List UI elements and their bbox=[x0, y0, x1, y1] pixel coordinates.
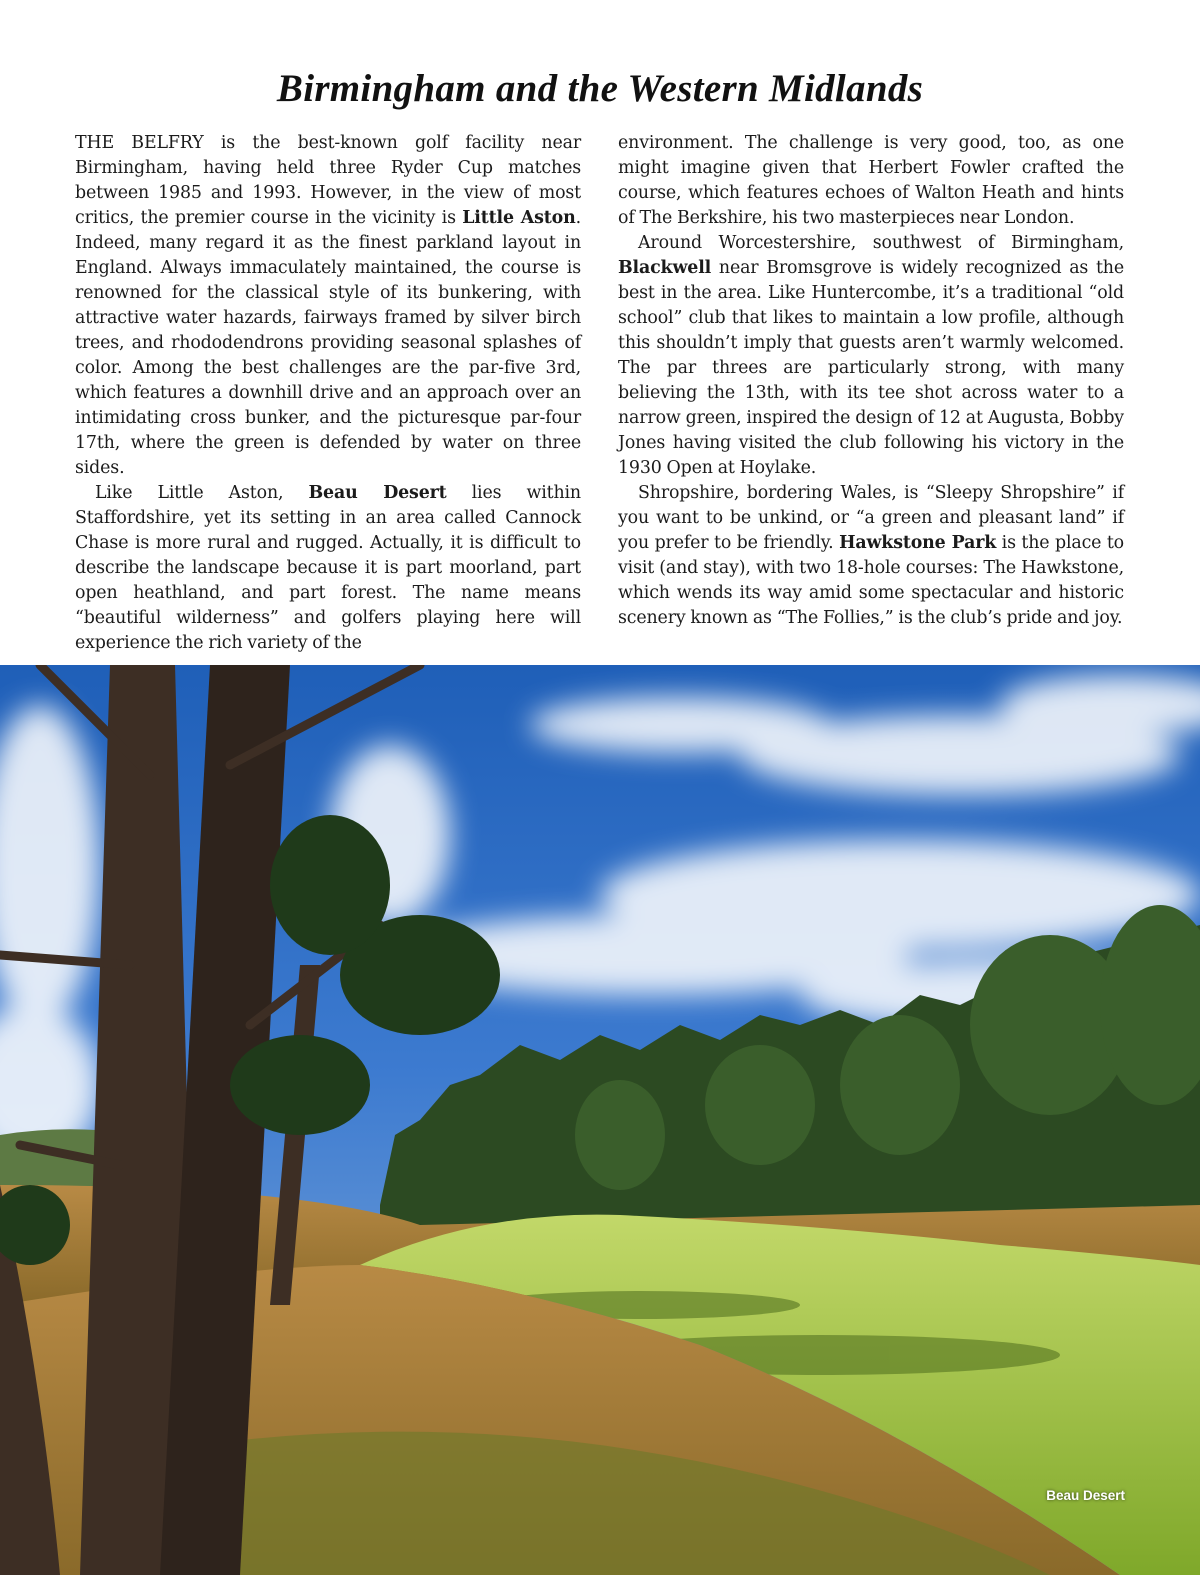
paragraph-hawkstone bbox=[618, 481, 1124, 631]
right-column bbox=[618, 131, 1124, 631]
paragraph-text: Like Little Aston, bbox=[95, 483, 309, 503]
article-body bbox=[75, 131, 1125, 653]
course-photo bbox=[0, 665, 1200, 1575]
paragraph-text: THE BELFRY is the best-known golf facility near Birmingham, having held three Ryder Cup matches between 1985 and 1993. However, in the view of most critics, the premier course in the vicinity is bbox=[75, 133, 581, 228]
left-column bbox=[75, 131, 581, 656]
paragraph-blackwell bbox=[618, 231, 1124, 481]
course-name-blackwell: Blackwell bbox=[618, 258, 712, 278]
paragraph-beau-desert bbox=[75, 481, 581, 656]
paragraph-text: is the place to visit (and stay), with two 18-hole courses: The Hawkstone, which wends its way amid some spectacular and historic scenery known as “The Follies,” is the club’s pride and joy. bbox=[618, 533, 1124, 628]
page-title: Birmingham and the Western Midlands bbox=[276, 67, 924, 110]
paragraph-text: near Bromsgrove is widely recognized as the best in the area. Like Huntercombe, it’s a traditional “old school” club that likes to maintain a low profile, although this shouldn’t imply that guests aren’t warmly welcomed. The par threes are particularly strong, with many believing the 13th, with its tee shot across water to a narrow green, inspired the design of 12 at Augusta, Bobby Jones having visited the club following his victory in the 1930 Open at Hoylake. bbox=[618, 258, 1124, 478]
paragraph-text: Around Worcestershire, southwest of Birmingham, bbox=[638, 233, 1124, 253]
photo-caption: Beau Desert bbox=[1046, 1488, 1125, 1503]
golf-landscape-image bbox=[0, 665, 1200, 1575]
paragraph-text: lies within Staffordshire, yet its setting in an area called Cannock Chase is more rural and rugged. Actually, it is difficult to describe the landscape because it is part moorland, part open heathland, and part forest. The name means “beautiful wilderness” and golfers playing here will experience the rich variety of the bbox=[75, 483, 581, 653]
paragraph-text: Shropshire, bordering Wales, is “Sleepy Shropshire” if you want to be unkind, or “a green and pleasant land” if you prefer to be friendly. bbox=[618, 483, 1124, 553]
paragraph-text: . Indeed, many regard it as the finest parkland layout in England. Always immaculately maintained, the course is renowned for the classical style of its bunkering, with attractive water hazards, fairways framed by silver birch trees, and rhododendrons providing seasonal splashes of color. Among the best challenges are the par-five 3rd, which features a downhill drive and an approach over an intimidating cross bunker, and the picturesque par-four 17th, where the green is defended by water on three sides. bbox=[75, 208, 581, 478]
paragraph-text: environment. The challenge is very good, too, as one might imagine given that Herbert Fowler crafted the course, which features echoes of Walton Heath and hints of The Berkshire, his two masterpieces near London. bbox=[618, 133, 1124, 228]
course-name-little-aston: Little Aston bbox=[462, 208, 576, 228]
paragraph-continued bbox=[618, 131, 1124, 231]
course-name-beau-desert: Beau Desert bbox=[308, 483, 447, 503]
paragraph-little-aston bbox=[75, 131, 581, 481]
course-name-hawkstone-park: Hawkstone Park bbox=[839, 533, 997, 553]
